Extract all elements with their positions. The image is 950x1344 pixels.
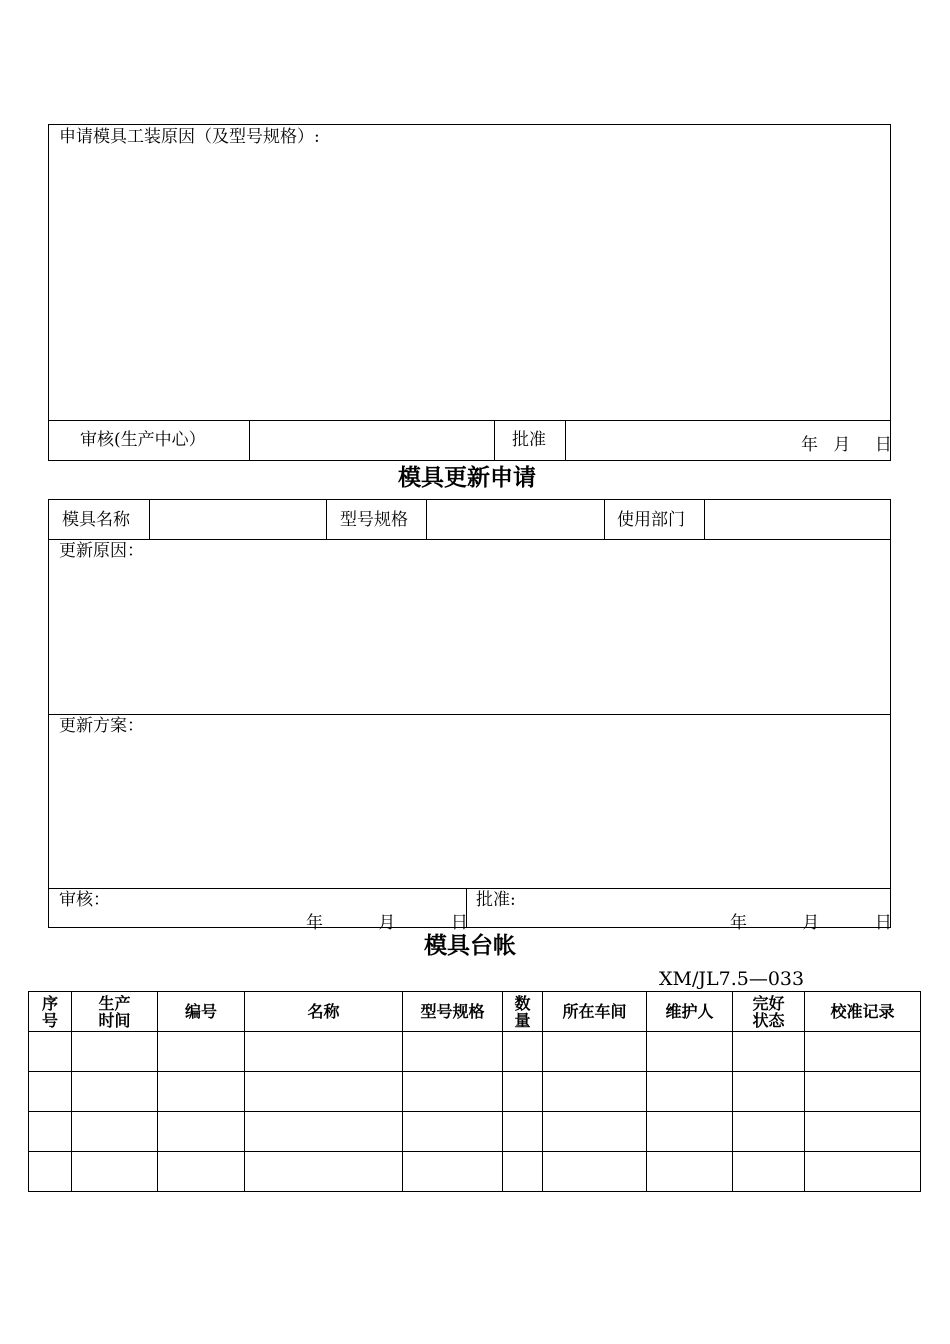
table-cell[interactable]	[805, 1072, 921, 1112]
table-cell[interactable]	[647, 1072, 733, 1112]
update-plan-label: 更新方案：	[59, 716, 144, 736]
divider	[48, 539, 891, 540]
column-header: 编号	[158, 992, 245, 1032]
table-cell[interactable]	[403, 1032, 503, 1072]
table-cell[interactable]	[805, 1112, 921, 1152]
divider	[48, 888, 891, 889]
column-header: 序 号	[29, 992, 72, 1032]
table-cell[interactable]	[403, 1152, 503, 1192]
table-cell[interactable]	[403, 1072, 503, 1112]
divider	[494, 420, 495, 461]
review-label: 审核(生产中心）	[80, 430, 206, 450]
update-reason-field[interactable]	[49, 563, 890, 713]
date-month: 月	[833, 435, 851, 455]
table-cell[interactable]	[72, 1032, 158, 1072]
document-code: XM/JL7.5—033	[659, 968, 805, 990]
column-header: 名称	[245, 992, 403, 1032]
date-year: 年	[801, 435, 818, 455]
table-cell[interactable]	[72, 1072, 158, 1112]
table-cell[interactable]	[503, 1032, 543, 1072]
divider	[604, 499, 605, 539]
column-header: 数 量	[503, 992, 543, 1032]
mold-name-field[interactable]	[150, 500, 326, 539]
table-cell[interactable]	[245, 1072, 403, 1112]
mold-name-label: 模具名称	[62, 510, 130, 530]
table-cell[interactable]	[647, 1112, 733, 1152]
date-day: 日	[450, 913, 468, 933]
date-month: 月	[802, 913, 820, 933]
table-cell[interactable]	[158, 1072, 245, 1112]
table-cell[interactable]	[29, 1152, 72, 1192]
date-day: 日	[874, 435, 892, 455]
table-cell[interactable]	[805, 1032, 921, 1072]
divider	[326, 499, 327, 539]
date-month: 月	[378, 913, 396, 933]
approve-date[interactable]	[730, 908, 892, 933]
table-cell[interactable]	[503, 1072, 543, 1112]
table-cell[interactable]	[543, 1112, 647, 1152]
application-reason-field[interactable]	[49, 150, 890, 420]
update-approve-label: 批准:	[476, 890, 516, 910]
table-cell[interactable]	[733, 1032, 805, 1072]
update-plan-field[interactable]	[49, 738, 890, 888]
column-header: 完好 状态	[733, 992, 805, 1032]
table-row	[29, 1112, 921, 1152]
divider	[48, 714, 891, 715]
divider	[565, 420, 566, 461]
table-cell[interactable]	[158, 1032, 245, 1072]
update-review-label: 审核：	[59, 890, 110, 910]
approve-label: 批准	[512, 430, 546, 450]
mold-ledger-table	[28, 991, 921, 1192]
table-row	[29, 1152, 921, 1192]
column-header: 生产 时间	[72, 992, 158, 1032]
model-spec-label: 型号规格	[340, 510, 408, 530]
date-year: 年	[730, 913, 747, 933]
table-cell[interactable]	[29, 1072, 72, 1112]
table-cell[interactable]	[158, 1152, 245, 1192]
table-cell[interactable]	[733, 1112, 805, 1152]
department-field[interactable]	[705, 500, 890, 539]
approval-date[interactable]	[801, 430, 892, 455]
column-header: 校准记录	[805, 992, 921, 1032]
table-cell[interactable]	[158, 1112, 245, 1152]
table-row	[29, 1032, 921, 1072]
table-cell[interactable]	[403, 1112, 503, 1152]
table-cell[interactable]	[805, 1152, 921, 1192]
application-reason-label: 申请模具工装原因（及型号规格）:	[59, 127, 320, 147]
table-cell[interactable]	[72, 1152, 158, 1192]
table-cell[interactable]	[245, 1032, 403, 1072]
section-title-update-request: 模具更新申请	[398, 465, 536, 491]
table-row	[29, 1072, 921, 1112]
table-body	[29, 1032, 921, 1192]
table-cell[interactable]	[503, 1112, 543, 1152]
date-day: 日	[874, 913, 892, 933]
model-spec-field[interactable]	[427, 500, 604, 539]
table-cell[interactable]	[245, 1152, 403, 1192]
table-cell[interactable]	[245, 1112, 403, 1152]
section-title-ledger: 模具台帐	[424, 933, 516, 959]
table-cell[interactable]	[543, 1152, 647, 1192]
table-cell[interactable]	[503, 1152, 543, 1192]
table-cell[interactable]	[543, 1072, 647, 1112]
table-cell[interactable]	[647, 1152, 733, 1192]
table-cell[interactable]	[543, 1032, 647, 1072]
column-header: 型号规格	[403, 992, 503, 1032]
table-cell[interactable]	[29, 1112, 72, 1152]
column-header: 所在车间	[543, 992, 647, 1032]
table-cell[interactable]	[72, 1112, 158, 1152]
review-signature-field[interactable]	[250, 421, 494, 460]
table-cell[interactable]	[733, 1072, 805, 1112]
column-header: 维护人	[647, 992, 733, 1032]
table-cell[interactable]	[29, 1032, 72, 1072]
table-cell[interactable]	[733, 1152, 805, 1192]
date-year: 年	[306, 913, 323, 933]
department-label: 使用部门	[617, 510, 685, 530]
table-cell[interactable]	[647, 1032, 733, 1072]
update-reason-label: 更新原因：	[59, 541, 144, 561]
table-header-row	[29, 992, 921, 1032]
